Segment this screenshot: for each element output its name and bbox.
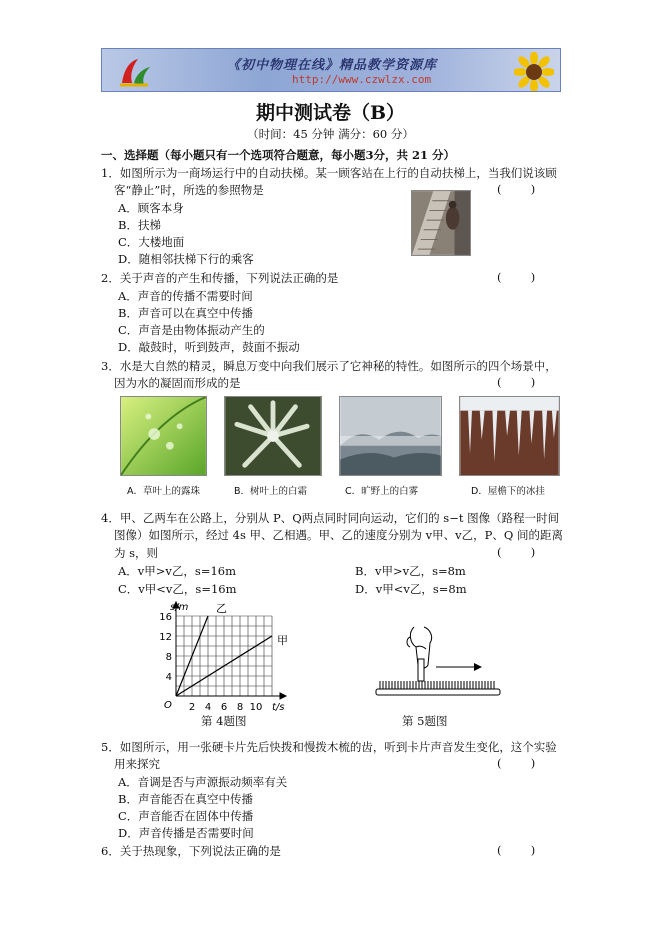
series-label-jia: 甲 xyxy=(277,634,288,647)
y-tick-label: 8 xyxy=(165,652,172,663)
wooden-comb xyxy=(376,681,500,695)
q2-stem: 2．关于声音的产生和传播，下列说法正确的是 xyxy=(101,271,339,285)
q4-answer-blank: ( ) xyxy=(497,545,536,559)
q4-option-b: B．v甲>v乙，s=8m xyxy=(355,564,466,578)
q3-caption-b: B．树叶上的白霜 xyxy=(234,486,308,497)
q1-option-d: D．随相邻扶梯下行的乘客 xyxy=(118,252,254,266)
x-tick-label: 2 xyxy=(188,702,196,713)
site-logo-icon xyxy=(118,57,152,87)
q1-stem-line1: 1．如图所示为一商场运行中的自动扶梯。某一顾客站在上行的自动扶梯上，当我们说该顾 xyxy=(101,166,557,180)
st-graph xyxy=(150,600,300,720)
q5-answer-blank: ( ) xyxy=(497,756,536,770)
section-heading: 一、选择题（每小题只有一个选项符合题意，每小题3分，共 21 分） xyxy=(101,148,456,162)
q5-stem-line1: 5．如图所示，用一张硬卡片先后快拨和慢拨木梳的齿，听到卡片声音发生变化，这个实验 xyxy=(101,740,557,754)
sunflower-icon xyxy=(514,52,554,92)
comb-card-figure xyxy=(370,625,510,697)
y-tick-label: 12 xyxy=(159,632,172,643)
q4-stem-line3: 为 s，则 xyxy=(114,546,159,560)
fig5-caption: 第 5题图 xyxy=(402,714,448,728)
q5-stem-line2: 用来探究 xyxy=(114,757,160,771)
q1-option-c: C．大楼地面 xyxy=(118,235,185,249)
x-tick-label: 6 xyxy=(220,702,228,713)
q4-option-a: A．v甲>v乙，s=16m xyxy=(118,564,237,578)
q5-option-b: B．声音能否在真空中传播 xyxy=(118,792,253,806)
q3-caption-c: C．旷野上的白雾 xyxy=(345,486,419,497)
y-tick-label: 4 xyxy=(165,672,172,683)
q5-option-d: D．声音传播是否需要时间 xyxy=(118,826,254,840)
header-banner xyxy=(101,48,561,92)
x-axis-arrow xyxy=(280,693,286,699)
x-tick-label: 8 xyxy=(236,702,244,713)
photo-dew-on-leaf xyxy=(120,396,207,476)
escalator-photo xyxy=(411,190,471,256)
x-axis-label: t/s xyxy=(272,702,285,713)
q2-option-a: A．声音的传播不需要时间 xyxy=(118,289,253,303)
banner-title: 《初中物理在线》精品教学资源库 xyxy=(227,58,438,73)
q1-stem-line2: 客“静止”时，所选的参照物是 xyxy=(114,183,264,197)
q5-option-c: C．声音能否在固体中传播 xyxy=(118,809,254,823)
photo-frost-on-leaf xyxy=(224,396,322,476)
photo-fog-field xyxy=(339,396,442,476)
x-tick-label: 4 xyxy=(204,702,212,713)
q3-caption-a: A．草叶上的露珠 xyxy=(127,486,200,497)
arrow-right-icon xyxy=(436,663,482,671)
q6-stem: 6．关于热现象，下列说法正确的是 xyxy=(101,844,281,858)
q2-answer-blank: ( ) xyxy=(497,270,536,284)
origin-label: O xyxy=(164,700,172,711)
q5-option-a: A．音调是否与声源振动频率有关 xyxy=(118,775,288,789)
x-tick-label: 10 xyxy=(249,702,263,713)
y-tick-label: 16 xyxy=(159,612,172,623)
q4-stem-line2: 图像）如图所示，经过 4s 甲、乙相遇。甲、乙的速度分别为 v甲、v乙，P、Q 间的距离 xyxy=(114,528,563,542)
q3-stem-line1: 3．水是大自然的精灵，瞬息万变中向我们展示了它神秘的特性。如图所示的四个场景中， xyxy=(101,359,557,373)
q2-option-c: C．声音是由物体振动产生的 xyxy=(118,323,265,337)
q4-option-c: C．v甲<v乙，s=16m xyxy=(118,582,237,596)
q1-option-a: A．顾客本身 xyxy=(118,201,184,215)
q1-answer-blank: ( ) xyxy=(497,182,536,196)
series-label-yi: 乙 xyxy=(216,602,227,615)
hard-card xyxy=(418,659,424,681)
q4-option-d: D．v甲<v乙，s=8m xyxy=(355,582,467,596)
q2-option-b: B．声音可以在真空中传播 xyxy=(118,306,253,320)
q3-stem-line2: 因为水的凝固而形成的是 xyxy=(114,376,241,390)
photo-icicles xyxy=(459,396,560,476)
q4-stem-line1: 4．甲、乙两车在公路上，分别从 P、Q两点同时同向运动，它们的 s−t 图像（路程一时间 xyxy=(101,511,560,525)
q3-answer-blank: ( ) xyxy=(497,375,536,389)
q2-option-d: D．敲鼓时，听到鼓声，鼓面不振动 xyxy=(118,340,300,354)
banner-url: http://www.czwlzx.com xyxy=(292,73,432,86)
exam-info: （时间：45 分钟 满分：60 分） xyxy=(247,127,414,141)
q6-answer-blank: ( ) xyxy=(497,843,536,857)
fig4-caption: 第 4题图 xyxy=(201,714,247,728)
q1-option-b: B．扶梯 xyxy=(118,218,161,232)
y-axis-label: s/m xyxy=(170,602,189,613)
q3-caption-d: D．屋檐下的冰挂 xyxy=(471,486,545,497)
page-title: 期中测试卷（B） xyxy=(255,102,406,124)
